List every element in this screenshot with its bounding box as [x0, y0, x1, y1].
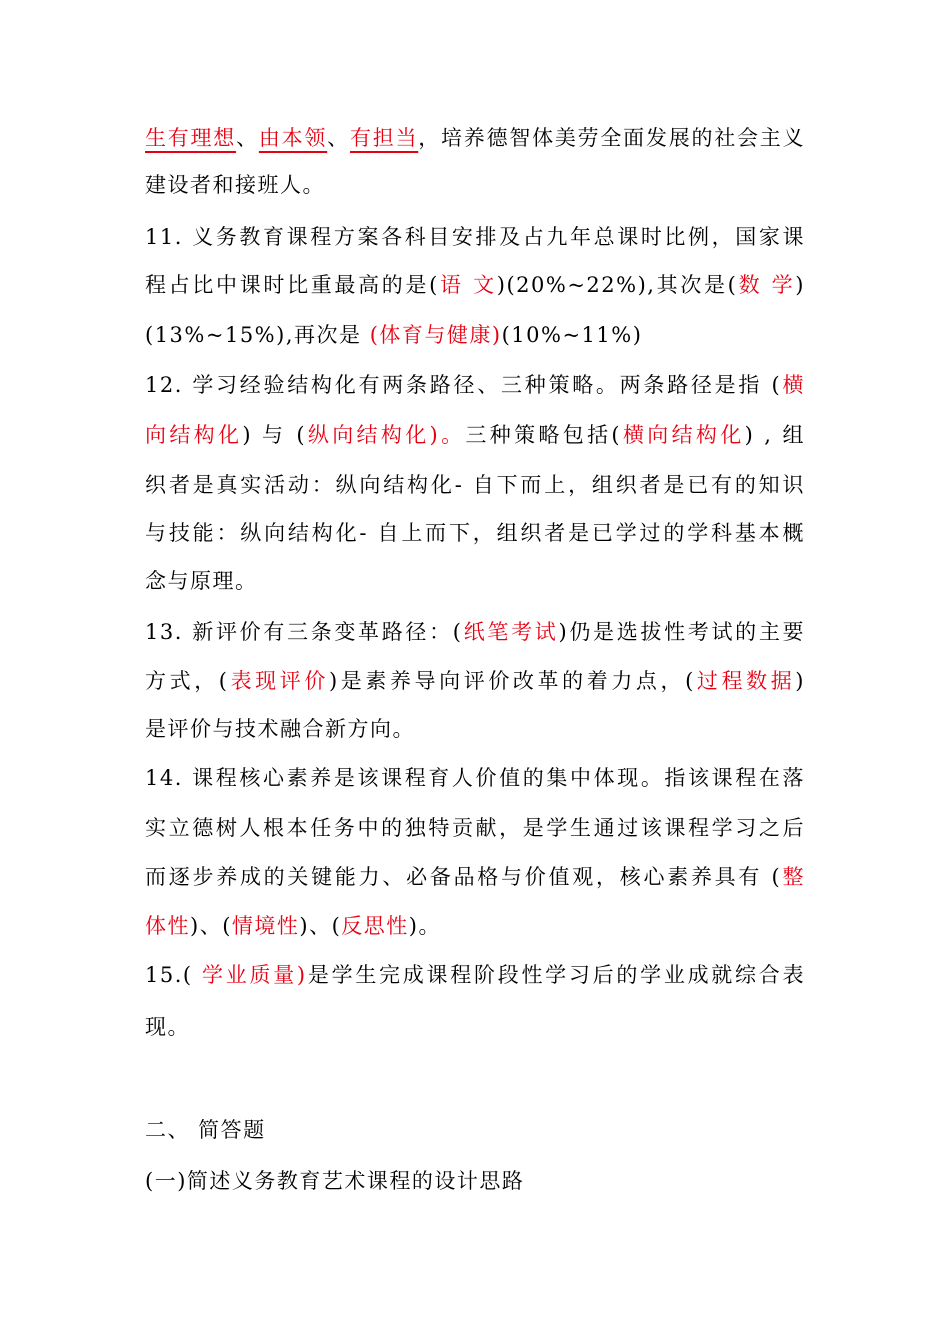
body-text: ，培养德智体美劳全面发展的社会主义 — [418, 126, 806, 150]
text-line — [145, 1012, 805, 1042]
body-text: (一)简述义务教育艺术课程的设计思路 — [145, 1169, 525, 1193]
body-text: 念与原理。 — [145, 569, 258, 593]
text-line — [145, 123, 805, 153]
text-line — [145, 518, 805, 548]
text-line — [145, 470, 805, 500]
body-text: 、 — [236, 126, 259, 150]
answer-text: 横向结构化 — [621, 423, 745, 447]
body-text: 12. 学习经验结构化有两条路径、三种策略。两条路径是指 ( — [145, 373, 782, 397]
body-text: 11. 义务教育课程方案各科目安排及占九年总课时比例，国家课 — [145, 225, 805, 249]
text-line — [145, 763, 805, 793]
body-text: 与技能：纵向结构化- 自上而下，组织者是已学过的学科基本概 — [145, 521, 805, 545]
answer-text: 向结构化 — [145, 423, 243, 447]
text-line — [145, 370, 805, 400]
body-text: )(20%~22%),其次是( — [496, 273, 738, 297]
text-line — [145, 420, 805, 450]
text-line — [145, 270, 805, 300]
text-line — [145, 1115, 805, 1145]
text-line — [145, 170, 805, 200]
body-text: )。 — [408, 914, 441, 938]
text-line — [145, 320, 805, 350]
body-text: ) — [795, 273, 805, 297]
body-text: 三种策略包括( — [465, 423, 622, 447]
text-line — [145, 222, 805, 252]
body-text: 程占比中课时比重最高的是( — [145, 273, 439, 297]
body-text: 是评价与技术融合新方向。 — [145, 717, 415, 741]
body-text: )、( — [299, 914, 342, 938]
answer-text: 过程数据 — [694, 669, 796, 693]
answer-text: 有担当 — [349, 126, 419, 150]
body-text: ) 与 ( — [242, 423, 307, 447]
answer-text: 体性 — [145, 914, 190, 938]
body-text: (13%~15%),再次是 — [145, 323, 370, 347]
body-text: 织者是真实活动：纵向结构化- 自下而上，组织者是已有的知识 — [145, 473, 805, 497]
body-text: 14. 课程核心素养是该课程育人价值的集中体现。指该课程在落 — [145, 766, 805, 790]
body-text: 15.( — [145, 963, 202, 987]
answer-text: 纵向结构化)。 — [306, 423, 466, 447]
body-text: 13. 新评价有三条变革路径：( — [145, 620, 463, 644]
body-text: (10%~11%) — [501, 323, 643, 347]
answer-text: 生有理想 — [145, 126, 237, 150]
answer-text: 学业质量) — [202, 963, 307, 987]
answer-text: 纸笔考试 — [462, 620, 559, 644]
body-text: )是素养导向评价改革的着力点，( — [328, 669, 695, 693]
text-line — [145, 666, 805, 696]
body-text: 现。 — [145, 1015, 190, 1039]
body-text: 实立德树人根本任务中的独特贡献，是学生通过该课程学习之后 — [145, 816, 805, 840]
answer-text: 数 学 — [737, 273, 796, 297]
text-line — [145, 813, 805, 843]
text-line — [145, 862, 805, 892]
answer-text: 整 — [781, 865, 806, 889]
body-text: 而逐步养成的关键能力、必备品格与价值观，核心素养具有 ( — [145, 865, 782, 889]
text-line — [145, 960, 805, 990]
body-text: 、 — [327, 126, 350, 150]
answer-text: 语 文 — [438, 273, 497, 297]
answer-text: (体育与健康) — [369, 323, 502, 347]
text-line — [145, 617, 805, 647]
answer-text: 横 — [781, 373, 805, 397]
answer-text: 表现评价 — [228, 669, 329, 693]
text-line — [145, 911, 805, 941]
body-text: ) , 组 — [744, 423, 805, 447]
answer-text: 反思性 — [341, 914, 409, 938]
text-line — [145, 714, 805, 744]
body-text: 方式，( — [145, 669, 229, 693]
body-text: ) — [795, 669, 805, 693]
body-text: 是学生完成课程阶段性学习后的学业成就综合表 — [306, 963, 805, 987]
body-text: 二、 简答题 — [145, 1118, 266, 1142]
text-line — [145, 1166, 805, 1196]
answer-text: 情境性 — [231, 914, 300, 938]
body-text: )仍是选拔性考试的主要 — [558, 620, 806, 644]
answer-text: 由本领 — [258, 126, 328, 150]
body-text: )、( — [190, 914, 232, 938]
body-text: 建设者和接班人。 — [145, 173, 325, 197]
text-line — [145, 566, 805, 596]
